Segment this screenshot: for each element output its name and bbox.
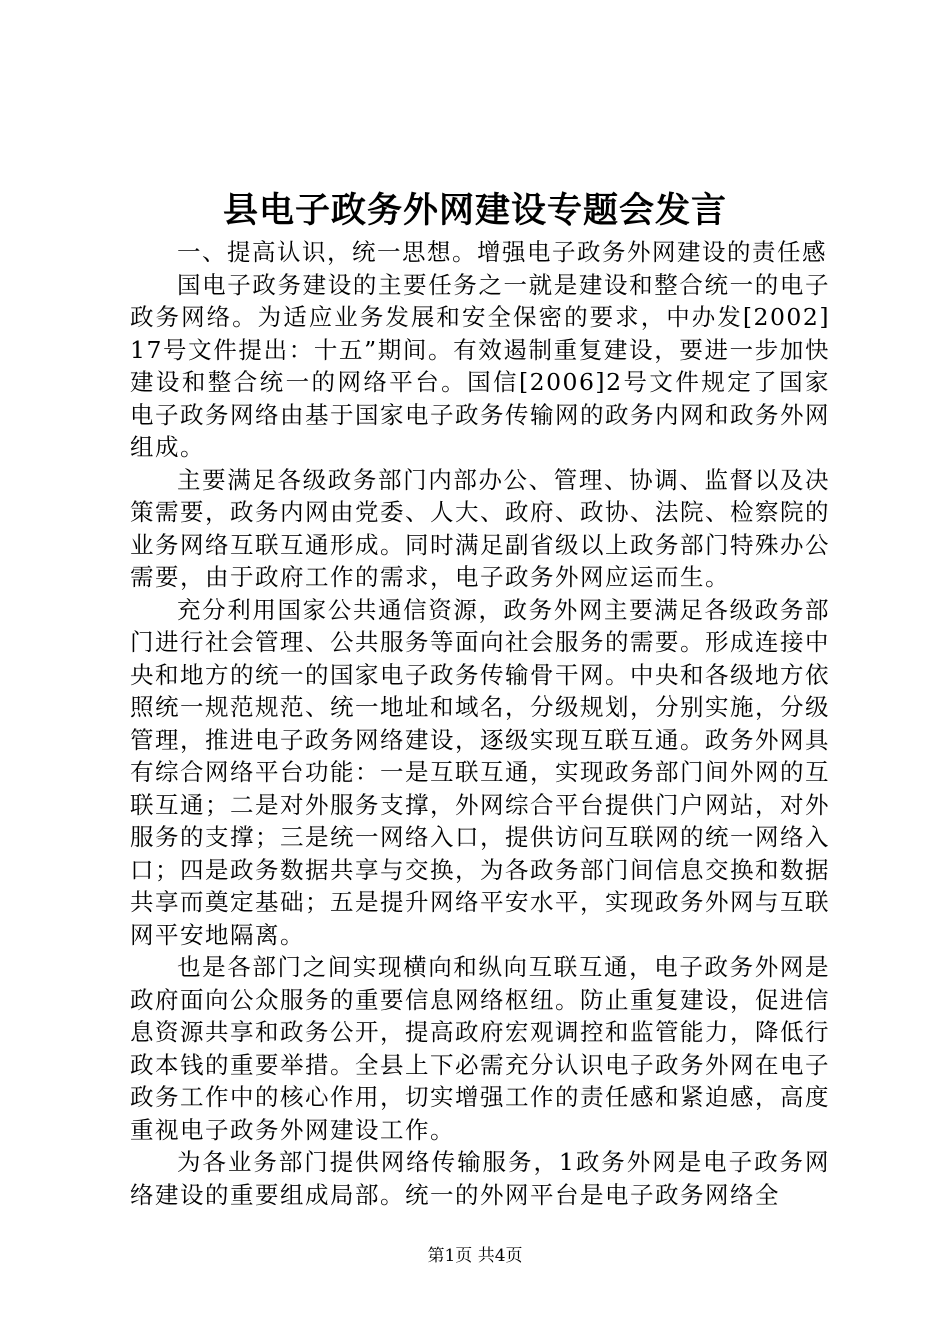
document-body xyxy=(130,236,830,1211)
body-paragraph: 国电子政务建设的主要任务之一就是建设和整合统一的电子政务网络。为适应业务发展和安全保密的要求，中办发[2002]17号文件提出：十五”期间。有效遏制重复建设，要进一步加快建设和整合统一的网络平台。国信[2006]2号文件规定了国家电子政务网络由基于国家电子政务传输网的政务内网和政务外网组成。 xyxy=(130,270,830,461)
body-paragraph: 主要满足各级政务部门内部办公、管理、协调、监督以及决策需要，政务内网由党委、人大、政府、政协、法院、检察院的业务网络互联互通形成。同时满足副省级以上政务部门特殊办公需要，由于政府工作的需求，电子政务外网应运而生。 xyxy=(130,465,830,591)
body-paragraph: 充分利用国家公共通信资源，政务外网主要满足各级政务部门进行社会管理、公共服务等面向社会服务的需要。形成连接中央和地方的统一的国家电子政务传输骨干网。中央和各级地方依照统一规范规范、统一地址和域名，分级规划，分别实施，分级管理，推进电子政务网络建设，逐级实现互联互通。政务外网具有综合网络平台功能：一是互联互通，实现政务部门间外网的互联互通；二是对外服务支撑，外网综合平台提供门户网站，对外服务的支撑；三是统一网络入口，提供访问互联网的统一网络入口；四是政务数据共享与交换，为各政务部门间信息交换和数据共享而奠定基础；五是提升网络平安水平，实现政务外网与互联网平安地隔离。 xyxy=(130,595,830,949)
document-title: 县电子政务外网建设专题会发言 xyxy=(222,191,727,231)
section-heading-paragraph: 一、提高认识，统一思想。增强电子政务外网建设的责任感 xyxy=(177,238,827,266)
body-paragraph: 为各业务部门提供网络传输服务，1政务外网是电子政务网络建设的重要组成局部。统一的外网平台是电子政务网络全 xyxy=(130,1148,830,1209)
page-number-footer: 第1页 共4页 xyxy=(427,1246,523,1266)
body-paragraph: 也是各部门之间实现横向和纵向互联互通，电子政务外网是政府面向公众服务的重要信息网络枢纽。防止重复建设，促进信息资源共享和政务公开，提高政府宏观调控和监管能力，降低行政本钱的重要举措。全县上下必需充分认识电子政务外网在电子政务工作中的核心作用，切实增强工作的责任感和紧迫感，高度重视电子政务外网建设工作。 xyxy=(130,953,830,1144)
